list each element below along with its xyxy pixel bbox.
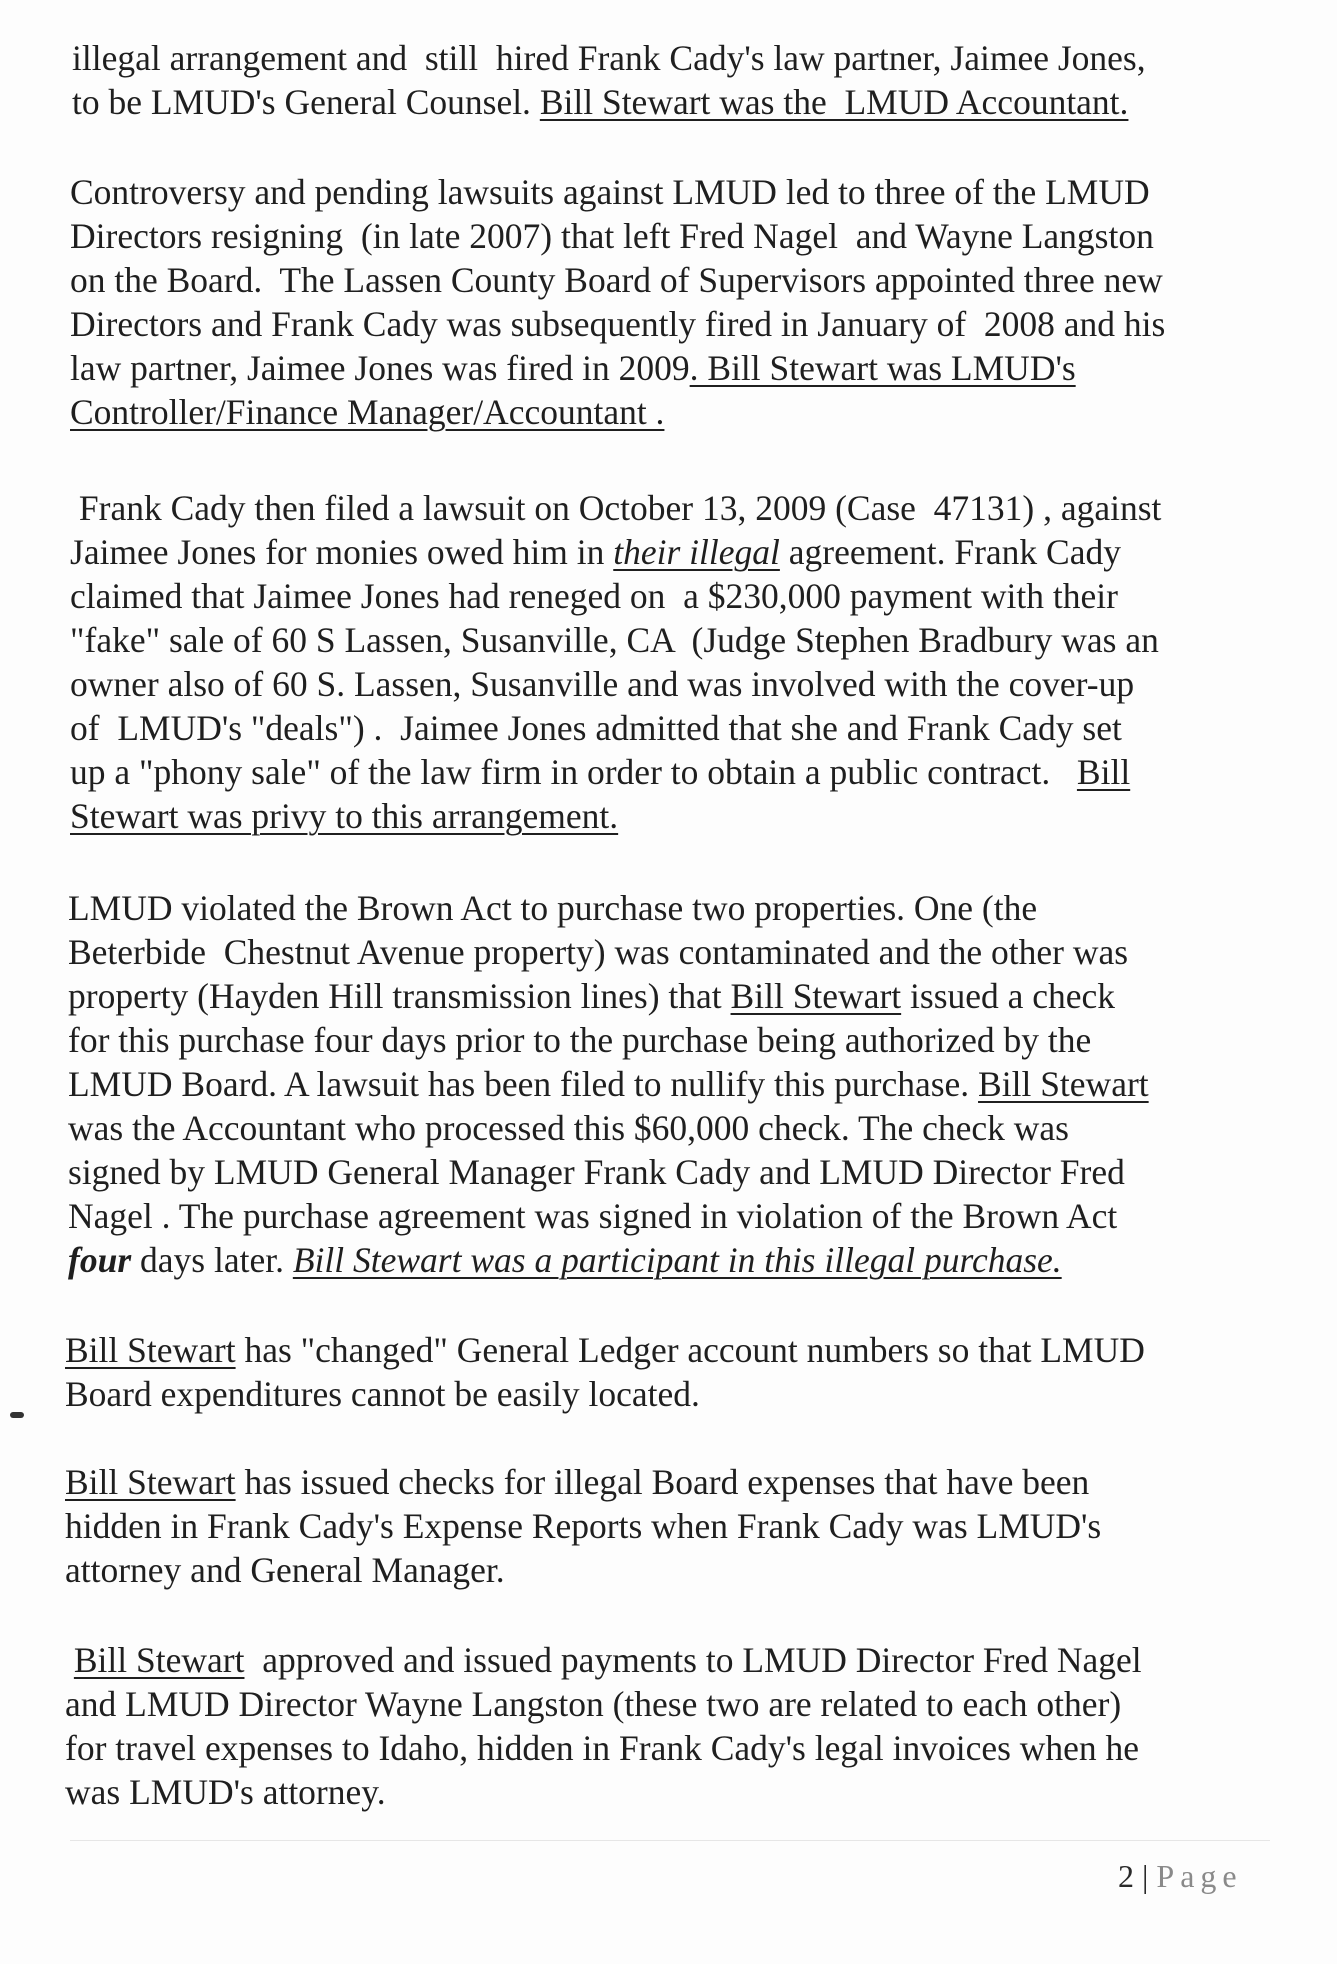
text-line — [68, 1194, 1149, 1238]
text-span: owner also of 60 S. Lassen, Susanville and was involved with the cover-up — [70, 664, 1135, 704]
text-line — [65, 1638, 1142, 1682]
text-span: Bill — [1076, 752, 1131, 792]
text-line — [68, 974, 1149, 1018]
footer-divider — [70, 1840, 1270, 1841]
text-line — [70, 486, 1161, 530]
text-span: Bill Stewart was the LMUD Accountant. — [539, 82, 1129, 122]
text-line — [65, 1682, 1142, 1726]
text-span: four — [68, 1240, 132, 1280]
text-line — [70, 530, 1161, 574]
paragraph-2 — [70, 170, 1165, 434]
text-span: Jaimee Jones for monies owed him in — [70, 532, 614, 572]
paragraph-3 — [70, 486, 1161, 838]
text-span: has issued checks for illegal Board expenses that have been — [235, 1462, 1090, 1502]
text-line — [70, 662, 1161, 706]
text-span: "fake" sale of 60 S Lassen, Susanville, CA (Judge Stephen Bradbury was an — [70, 620, 1159, 660]
text-line — [65, 1460, 1101, 1504]
text-line — [68, 1150, 1149, 1194]
text-line — [70, 794, 1161, 838]
text-line — [65, 1372, 1145, 1416]
text-span: signed by LMUD General Manager Frank Cady and LMUD Director Fred — [68, 1152, 1125, 1192]
text-span: Controller/Finance Manager/Accountant . — [70, 392, 665, 432]
text-span: was the Accountant who processed this $60,000 check. The check was — [68, 1108, 1069, 1148]
text-line — [70, 574, 1161, 618]
text-span: and LMUD Director Wayne Langston (these two are related to each other) — [65, 1684, 1122, 1724]
text-span: Bill Stewart — [73, 1640, 245, 1680]
text-span: of LMUD's "deals") . Jaimee Jones admitted that she and Frank Cady set — [70, 708, 1122, 748]
text-line — [70, 302, 1165, 346]
page-footer — [1118, 1856, 1243, 1896]
text-line — [68, 886, 1149, 930]
text-span: Directors and Frank Cady was subsequently fired in January of 2008 and his — [70, 304, 1166, 344]
text-span: illegal arrangement and still hired Frank Cady's law partner, Jaimee Jones, — [72, 38, 1146, 78]
text-span: their illegal — [613, 532, 780, 572]
text-line — [68, 1106, 1149, 1150]
text-span: for travel expenses to Idaho, hidden in Frank Cady's legal invoices when he — [65, 1728, 1140, 1768]
paragraph-7 — [65, 1638, 1142, 1814]
text-line — [70, 750, 1161, 794]
text-line — [70, 258, 1165, 302]
text-span: approved and issued payments to LMUD Director Fred Nagel — [244, 1640, 1142, 1680]
page-number: 2 — [1118, 1858, 1134, 1894]
paragraph-6 — [65, 1460, 1101, 1592]
text-span: Bill Stewart was a participant in this illegal purchase. — [292, 1240, 1062, 1280]
text-line — [68, 930, 1149, 974]
text-span: claimed that Jaimee Jones had reneged on a $230,000 payment with their — [70, 576, 1118, 616]
text-line — [70, 170, 1165, 214]
text-span: Board expenditures cannot be easily located. — [65, 1374, 700, 1414]
text-span: Bill Stewart — [65, 1330, 236, 1370]
text-line — [72, 80, 1146, 124]
text-span: Bill Stewart — [730, 976, 902, 1016]
text-span: issued a check — [901, 976, 1116, 1016]
text-span: LMUD violated the Brown Act to purchase two properties. One (the — [68, 888, 1038, 928]
text-line — [65, 1770, 1142, 1814]
paragraph-4 — [68, 886, 1149, 1282]
text-span: Directors resigning (in late 2007) that left Fred Nagel and Wayne Langston — [70, 216, 1154, 256]
text-span: . Bill Stewart was LMUD's — [689, 348, 1076, 388]
text-span: to be LMUD's General Counsel. — [72, 82, 540, 122]
text-span: agreement. Frank Cady — [779, 532, 1121, 572]
text-span: up a "phony sale" of the law firm in order to obtain a public contract. — [70, 752, 1077, 792]
text-line — [65, 1328, 1145, 1372]
text-span: days later. — [131, 1240, 293, 1280]
text-span: attorney and General Manager. — [65, 1550, 505, 1590]
text-span: Stewart was privy to this arrangement. — [70, 796, 619, 836]
text-line — [65, 1726, 1142, 1770]
text-line — [65, 1548, 1101, 1592]
text-line — [70, 618, 1161, 662]
text-line — [70, 706, 1161, 750]
text-span: Controversy and pending lawsuits against LMUD led to three of the LMUD — [70, 172, 1150, 212]
text-span: Frank Cady then filed a lawsuit on October 13, 2009 (Case 47131) , against — [70, 488, 1162, 528]
text-span: law partner, Jaimee Jones was fired in 2009 — [70, 348, 690, 388]
text-line — [65, 1504, 1101, 1548]
text-line — [70, 346, 1165, 390]
text-span: on the Board. The Lassen County Board of Supervisors appointed three new — [70, 260, 1163, 300]
text-line — [68, 1062, 1149, 1106]
text-span: for this purchase four days prior to the purchase being authorized by the — [68, 1020, 1092, 1060]
text-span: hidden in Frank Cady's Expense Reports when Frank Cady was LMUD's — [65, 1506, 1102, 1546]
page-label: Page — [1156, 1858, 1243, 1894]
page-separator: | — [1134, 1858, 1157, 1894]
text-span: property (Hayden Hill transmission lines) that — [68, 976, 731, 1016]
text-span: Beterbide Chestnut Avenue property) was contaminated and the other was — [68, 932, 1129, 972]
text-span: Bill Stewart — [65, 1462, 236, 1502]
text-line — [68, 1018, 1149, 1062]
text-line — [68, 1238, 1149, 1282]
margin-mark — [10, 1412, 24, 1418]
text-span: has "changed" General Ledger account numbers so that LMUD — [235, 1330, 1145, 1370]
paragraph-1 — [72, 36, 1146, 124]
text-span: Nagel . The purchase agreement was signed in violation of the Brown Act — [68, 1196, 1118, 1236]
text-line — [70, 390, 1165, 434]
text-span: Bill Stewart — [978, 1064, 1149, 1104]
text-line — [70, 214, 1165, 258]
paragraph-5 — [65, 1328, 1145, 1416]
text-line — [72, 36, 1146, 80]
text-span: was LMUD's attorney. — [65, 1772, 386, 1812]
text-span: LMUD Board. A lawsuit has been filed to nullify this purchase. — [68, 1064, 979, 1104]
text-span — [65, 1640, 74, 1680]
